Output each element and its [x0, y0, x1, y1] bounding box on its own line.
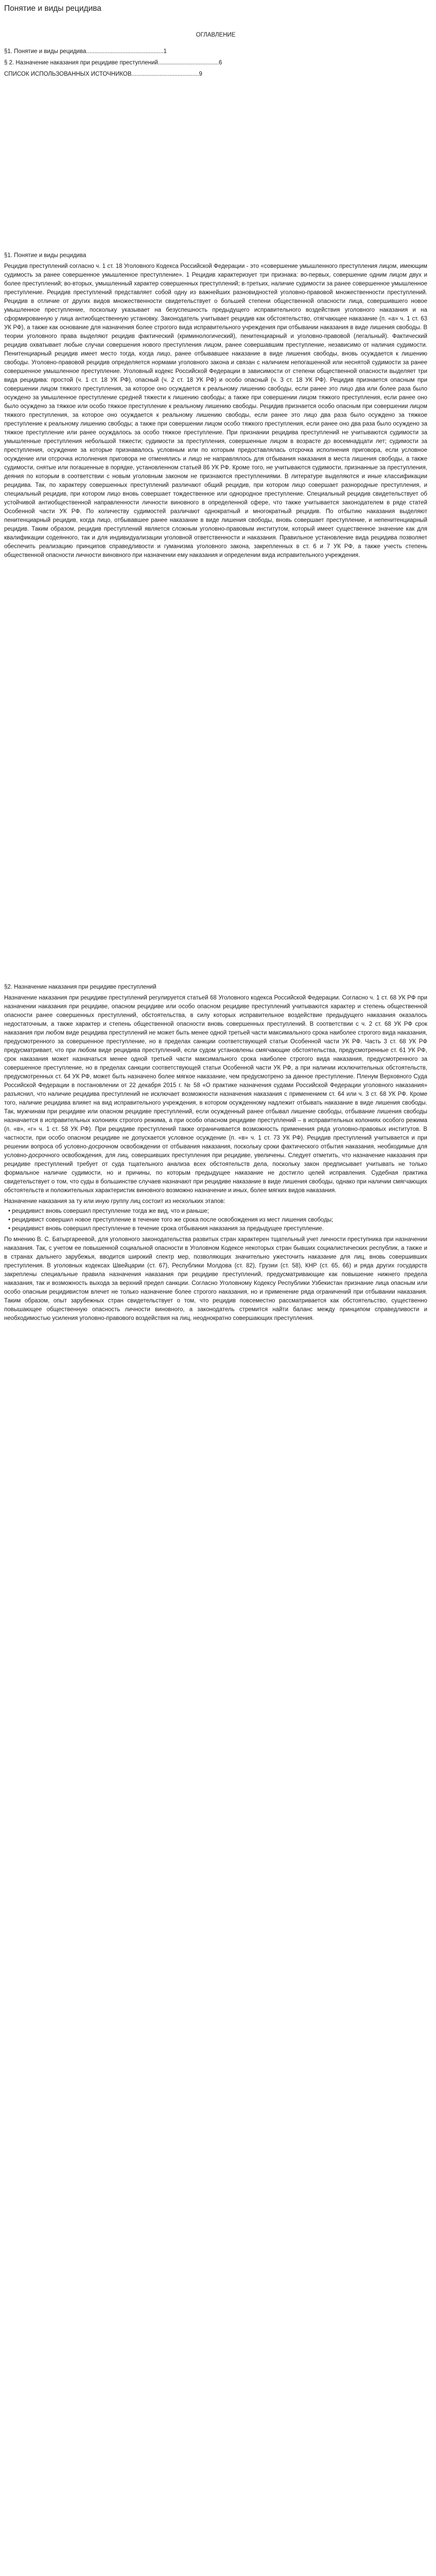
section-2	[4, 983, 427, 1323]
toc-list-2	[4, 59, 427, 67]
toc-heading: ОГЛАВЛЕНИЕ	[196, 32, 236, 38]
list-item: • рецидивист совершил новое преступление в течение того же срока после освобождения из мест лишения свободы;	[8, 1217, 334, 1223]
section-1-body: Рецидив преступлений согласно ч. 1 ст. 18 Уголовного Кодекса Российской Федерации - это «совершение умышленного преступления лицом, имеющим судимость за ранее совершенное умышленное преступление». 1 Рецидив характеризует три признака: во-первых, совершение одним лицом двух и более преступлений; во-вторых, умышленный характер совершенных преступлений; в-третьих, наличие судимости за ранее совершенное умышленное преступление. Рецидив преступлений представляет собой одну из важнейших разновидностей уголовно-правовой множественности преступлений. Рецидив в отличие от других видов множественности свидетельствует о большей степени общественной опасности лица, совершившего новое умышленное преступление, поскольку указывает на безуспешность предыдущего исправительного воздействия уголовного наказания и на сформированную у лица антиобщественную установку. Законодатель учитывает рецидив как обстоятельство, отягчающее наказание (п. «а» ч. 1 ст. 63 УК РФ), а также как основание для назначения более строгого вида исправительного учреждения при отбывании наказания в виде лишения свободы. В теории уголовного права выделяют рецидив фактический (криминологический), пенитенциарный и уголовно-правовой (легальный). Фактический рецидив охватывает любые случаи совершения нового преступления лицом, ранее совершавшим преступление, независимо от наличия судимости. Пенитенциарный рецидив имеет место тогда, когда лицо, ранее отбывавшее наказание в виде лишения свободы, вновь осуждается к лишению свободы. Уголовно-правовой рецидив определяется нормами уголовного закона и связан с наличием непогашенной или неснятой судимости за ранее совершенное умышленное преступление. Уголовный кодекс Российской Федерации в зависимости от степени общественной опасности выделяет три вида рецидива: простой (ч. 1 ст. 18 УК РФ), опасный (ч. 2 ст. 18 УК РФ) и особо опасный (ч. 3 ст. 18 УК РФ). Рецидив признается опасным при совершении лицом тяжкого преступления, за которое оно осуждается к реальному лишению свободы, если ранее это лицо два или более раза было осуждено за умышленное преступление средней тяжести к лишению свободы; а также при совершении лицом тяжкого преступления, если ранее оно было осуждено за тяжкое или особо тяжкое преступление к реальному лишению свободы. Рецидив признается особо опасным при совершении лицом тяжкого преступления, за которое оно осуждается к реальному лишению свободы, если ранее это лицо два раза было осуждено за тяжкое преступление к реальному лишению свободы; а также при совершении лицом особо тяжкого преступления, если ранее оно два раза было осуждено за тяжкое преступление или ранее осуждалось за особо тяжкое преступление. При признании рецидива преступлений не учитываются судимости за умышленные преступления небольшой тяжести; судимости за преступления, совершенные лицом в возрасте до восемнадцати лет; судимости за преступления, осуждение за которые признавалось условным или по которым предоставлялась отсрочка исполнения приговора, если условное осуждение или отсрочка исполнения приговора не отменялись и лицо не направлялось для отбывания наказания в места лишения свободы, а также судимости, снятые или погашенные в порядке, установленном статьей 86 УК РФ. Кроме того, не учитываются судимости, признанные за преступления, деяния по которым в соответствии с новым уголовным законом не признаются преступлениями. В литературе выделяются и иные классификации рецидива. Так, по характеру совершенных преступлений различают общий рецидив, при котором лицо совершает разнородные преступления, и специальный рецидив, при котором лицо вновь совершает тождественное или однородное преступление. Специальный рецидив свидетельствует об устойчивой антиобщественной направленности личности виновного в определенной сфере, что также учитывается законодателем в ряде статей Особенной части УК РФ. По количеству судимостей различают однократный и многократный рецидив. По отбытию наказания выделяют пенитенциарный рецидив, когда лицо, отбывавшее ранее наказание в виде лишения свободы, вновь совершает преступление, и непенитенциарный рецидив. Таким образом, рецидив преступлений является сложным уголовно-правовым институтом, который имеет существенное значение как для квалификации содеянного, так и для индивидуализации уголовной ответственности и наказания. Правильное установление вида рецидива позволяет обеспечить реализацию принципов справедливости и гуманизма уголовного закона, закрепленных в ст. 6 и 7 УК РФ, а также учесть степень общественной опасности личности виновного при назначении ему наказания и определении вида исправительного учреждения.	[4, 263, 427, 558]
section-2-body: Назначение наказания при рецидиве преступлений регулируется статьей 68 Уголовного кодекса Российской Федерации. Согласно ч. 1 ст. 68 УК РФ при назначении наказания при рецидиве, опасном рецидиве или особо опасном рецидиве преступлений учитываются характер и степень общественной опасности ранее совершенных преступлений, обстоятельства, в силу которых исправительное воздействие предыдущего наказания оказалось недостаточным, а также характер и степень общественной опасности вновь совершенных преступлений. В соответствии с ч. 2 ст. 68 УК РФ срок наказания при любом виде рецидива преступлений не может быть менее одной третьей части максимального срока наиболее строгого вида наказания, предусмотренного за совершенное преступление, но в пределах санкции соответствующей статьи Особенной части УК РФ. Часть 3 ст. 68 УК РФ предусматривает, что при любом виде рецидива преступлений, если судом установлены смягчающие обстоятельства, предусмотренные ст. 61 УК РФ, срок наказания может назначаться менее одной третьей части максимального срока наиболее строгого вида наказания, предусмотренного за совершенное преступление, но в пределах санкции соответствующей статьи Особенной части УК РФ, а при наличии исключительных обстоятельств, предусмотренных ст. 64 УК РФ, может быть назначено более мягкое наказание, чем предусмотрено за данное преступление. Пленум Верховного Суда Российской Федерации в постановлении от 22 декабря 2015 г. № 58 «О практике назначения судами Российской Федерации уголовного наказания» разъяснил, что наличие рецидива преступлений не исключает возможности назначения наказания с применением ст. 64 или ч. 3 ст. 68 УК РФ. Кроме того, наличие рецидива влияет на вид исправительного учреждения, в котором осужденному надлежит отбывать наказание в виде лишения свободы. Так, мужчинам при рецидиве или опасном рецидиве преступлений, если осужденный ранее отбывал лишение свободы, отбывание лишения свободы назначается в исправительных колониях строгого режима, а при особо опасном рецидиве преступлений – в исправительных колониях особого режима (п. «в», «г» ч. 1 ст. 58 УК РФ). При рецидиве преступлений также ограничивается возможность применения ряда уголовно-правовых институтов. В частности, при особо опасном рецидиве не допускается условное осуждение (п. «в» ч. 1 ст. 73 УК РФ). Рецидив преступлений учитывается и при решении вопроса об условно-досрочном освобождении от отбывания наказания, поскольку сроки фактического отбытия наказания, необходимые для условно-досрочного освобождения, для лиц, совершивших преступления при рецидиве, увеличены. Следует отметить, что назначение наказания при рецидиве преступлений требует от суда тщательного анализа всех обстоятельств дела, поскольку закон предписывает учитывать не только формальное наличие судимости, но и причины, по которым предыдущее наказание не достигло целей исправления. Судебная практика свидетельствует о том, что суды в большинстве случаев назначают при рецидиве наказание в виде лишения свободы, однако при наличии смягчающих обстоятельств и положительных характеристик виновного возможно назначение и иных, более мягких видов наказания.	[4, 995, 427, 1194]
toc-item[interactable]: § 2. Назначение наказания при рецидиве преступлений.....................................6	[4, 60, 222, 66]
section-2-conclusion: По мнению В. С. Батыргареевой, для уголовного законодательства развитых стран характерен тщательный учет личности преступника при назначении наказания. Так, с учетом ее повышенной социальной опасности в Уголовном Кодексе некоторых стран бывших социалистических республик, а также и в странах дальнего зарубежья, вводится широкий спектр мер, позволяющих значительно ужесточить наказание для лиц, вновь совершивших преступления. В уголовных кодексах Швейцарии (ст. 67), Республики Молдова (ст. 82), Грузии (ст. 58), КНР (ст. 65, 66) и ряда других государств закреплены специальные правила назначения наказания при рецидиве преступлений, предусматривающие как повышение нижнего предела наказания, так и возможность выхода за верхний предел санкции. Согласно Уголовному Кодексу Республики Узбекистан признание лица опасным или особо опасным рецидивистом влечет не только назначение более строгого наказания, но и применение ряда ограничений при отбывании наказания. Таким образом, опыт зарубежных стран свидетельствует о том, что рецидив повсеместно рассматривается как обстоятельство, существенно повышающее общественную опасность личности виновного, а законодатель стремится найти баланс между принципом справедливости и необходимостью усиления уголовно-правового воздействия на лиц, неоднократно совершающих преступления.	[4, 1236, 427, 1321]
toc-item[interactable]: СПИСОК ИСПОЛЬЗОВАННЫХ ИСТОЧНИКОВ.........................................9	[4, 71, 202, 77]
toc-list	[4, 47, 427, 56]
section-2-intro: Назначение наказания за ту или иную группу лиц состоит из нескольких этапов:	[4, 1198, 225, 1205]
section-2-heading: §2. Назначение наказания при рецидиве преступлений	[4, 984, 156, 990]
document-title: Понятие и виды рецидива	[4, 4, 101, 13]
section-1	[4, 251, 427, 560]
toc-list-3	[4, 70, 427, 79]
list-item: • рецидивист вновь совершил преступление тогда же вид, что и раньше;	[8, 1208, 209, 1214]
section-2-list	[4, 1207, 427, 1233]
table-of-contents	[4, 31, 427, 40]
section-1-heading: §1. Понятие и виды рецидива	[4, 252, 86, 259]
toc-item[interactable]: §1. Понятие и виды рецидива...............................................1	[4, 48, 167, 55]
list-item: • рецидивист вновь совершил преступление в течение срока отбывания наказания за предыдущее преступление.	[8, 1226, 324, 1232]
